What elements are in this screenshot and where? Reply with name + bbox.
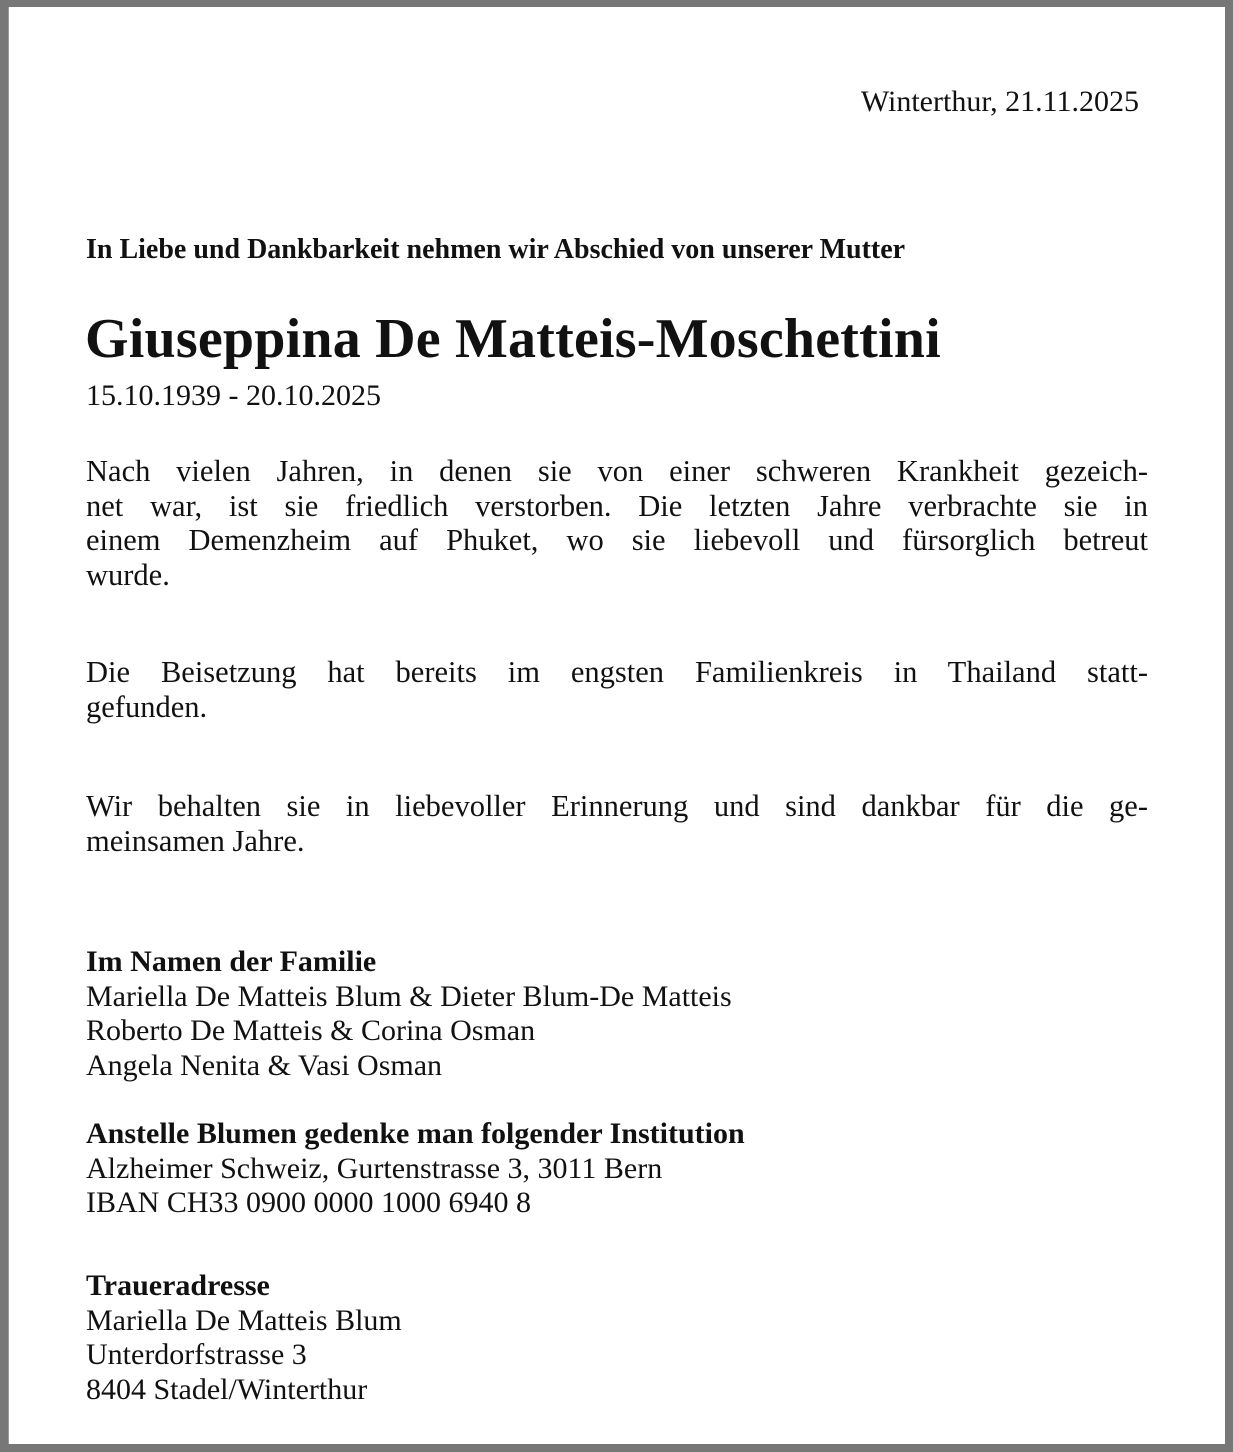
text-line: Wir behalten sie in liebevoller Erinnerung und sind dankbar für die ge- — [86, 789, 1148, 823]
donation-institution: Alzheimer Schweiz, Gurtenstrasse 3, 3011 Bern — [86, 1151, 663, 1185]
family-line: Roberto De Matteis & Corina Osman — [86, 1014, 536, 1047]
donation-iban: IBAN CH33 0900 0000 1000 6940 8 — [86, 1186, 532, 1219]
family-line: Mariella De Matteis Blum & Dieter Blum-De Matteis — [86, 979, 732, 1013]
donation-block — [86, 1117, 745, 1221]
address-block — [86, 1269, 402, 1407]
address-line: 8404 Stadel/Winterthur — [86, 1372, 368, 1406]
text-line: net war, ist sie friedlich verstorben. Die letzten Jahre verbrachte sie in — [86, 488, 1148, 523]
address-line: Unterdorfstrasse 3 — [86, 1338, 307, 1371]
intro-line: In Liebe und Dankbarkeit nehmen wir Abschied von unserer Mutter — [86, 234, 906, 265]
text-line: meinsamen Jahre. — [86, 823, 305, 858]
address-heading: Traueradresse — [86, 1269, 270, 1302]
text-line: Die Beisetzung hat bereits im engsten Familienkreis in Thailand statt- — [86, 655, 1148, 689]
paragraph-1 — [86, 454, 1148, 592]
address-line: Mariella De Matteis Blum — [86, 1303, 402, 1337]
family-block — [86, 945, 732, 1083]
deceased-name: Giuseppina De Matteis-Moschettini — [85, 308, 941, 370]
document-page — [8, 7, 1225, 1444]
life-dates: 15.10.1939 - 20.10.2025 — [86, 379, 381, 412]
donation-heading: Anstelle Blumen gedenke man folgender Institution — [86, 1117, 745, 1150]
paragraph-2 — [86, 655, 1148, 724]
place-date: Winterthur, 21.11.2025 — [860, 85, 1139, 118]
text-line: einem Demenzheim auf Phuket, wo sie liebevoll und fürsorglich betreut — [86, 523, 1148, 557]
text-line: wurde. — [86, 557, 170, 592]
family-heading: Im Namen der Familie — [86, 945, 377, 978]
paragraph-3 — [86, 789, 1148, 858]
text-line: Nach vielen Jahren, in denen sie von einer schweren Krankheit gezeich- — [86, 454, 1148, 488]
family-line: Angela Nenita & Vasi Osman — [86, 1048, 443, 1082]
text-line: gefunden. — [86, 689, 208, 724]
